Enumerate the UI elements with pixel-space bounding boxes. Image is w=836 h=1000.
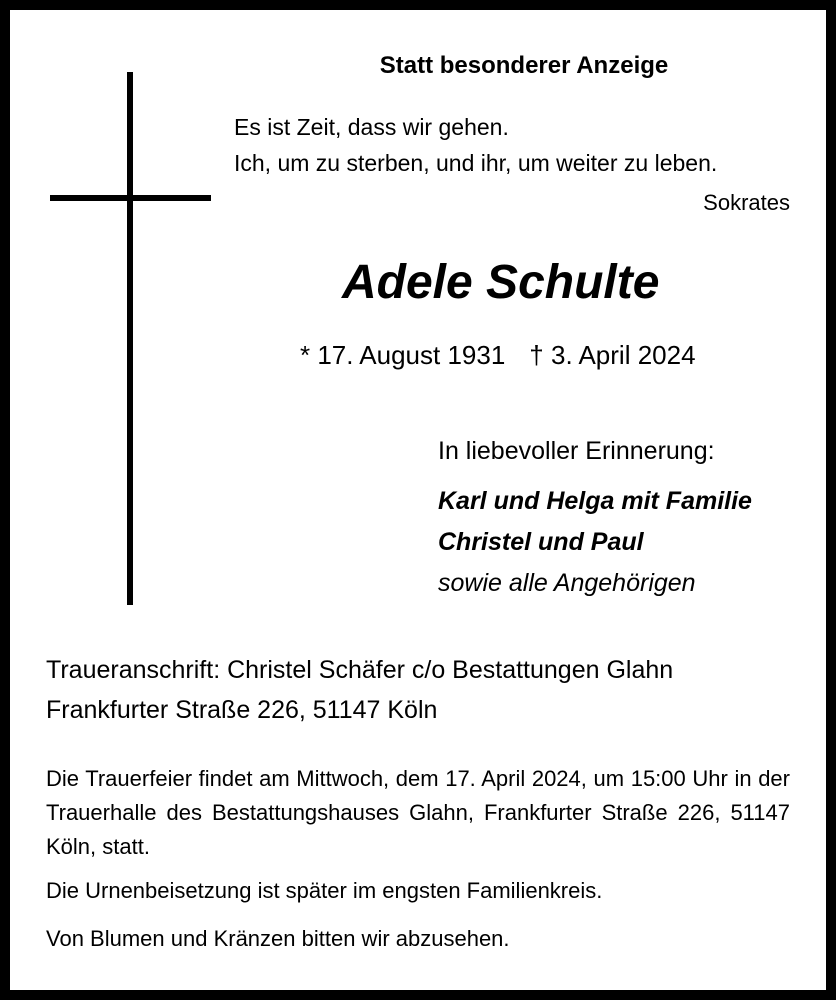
- heading: Statt besonderer Anzeige: [379, 52, 669, 79]
- death-date: † 3. April 2024: [529, 340, 696, 370]
- quote-line-1: Es ist Zeit, dass wir gehen.: [234, 114, 509, 140]
- life-dates: [300, 340, 696, 371]
- address-line-1: Traueranschrift: Christel Schäfer c/o Bestattungen Glahn: [46, 656, 674, 684]
- urn-text: Die Urnenbeisetzung ist später im engsten Familienkreis.: [46, 878, 603, 903]
- family-line-1: Karl und Helga mit Familie: [438, 487, 752, 515]
- cross-icon-bar: [50, 195, 211, 201]
- deceased-name: Adele Schulte: [342, 256, 660, 309]
- birth-date: * 17. August 1931: [300, 340, 506, 370]
- family-intro: In liebevoller Erinnerung:: [438, 437, 715, 465]
- ceremony-text: Die Trauerfeier findet am Mittwoch, dem 17. April 2024, um 15:00 Uhr in der Trauerhalle des Bestattungshauses Glahn, Frankfurter Straße 226, 51147 Köln, statt.: [46, 766, 790, 859]
- family-line-2: Christel und Paul: [438, 528, 644, 556]
- obituary-notice: [10, 10, 826, 990]
- flowers-text: Von Blumen und Kränzen bitten wir abzusehen.: [46, 926, 510, 951]
- quote-line-2: Ich, um zu sterben, und ihr, um weiter zu leben.: [234, 150, 718, 176]
- address-line-2: Frankfurter Straße 226, 51147 Köln: [46, 696, 438, 724]
- family-line-3: sowie alle Angehörigen: [438, 569, 696, 597]
- quote-author: Sokrates: [703, 190, 790, 215]
- cross-icon: [127, 72, 133, 605]
